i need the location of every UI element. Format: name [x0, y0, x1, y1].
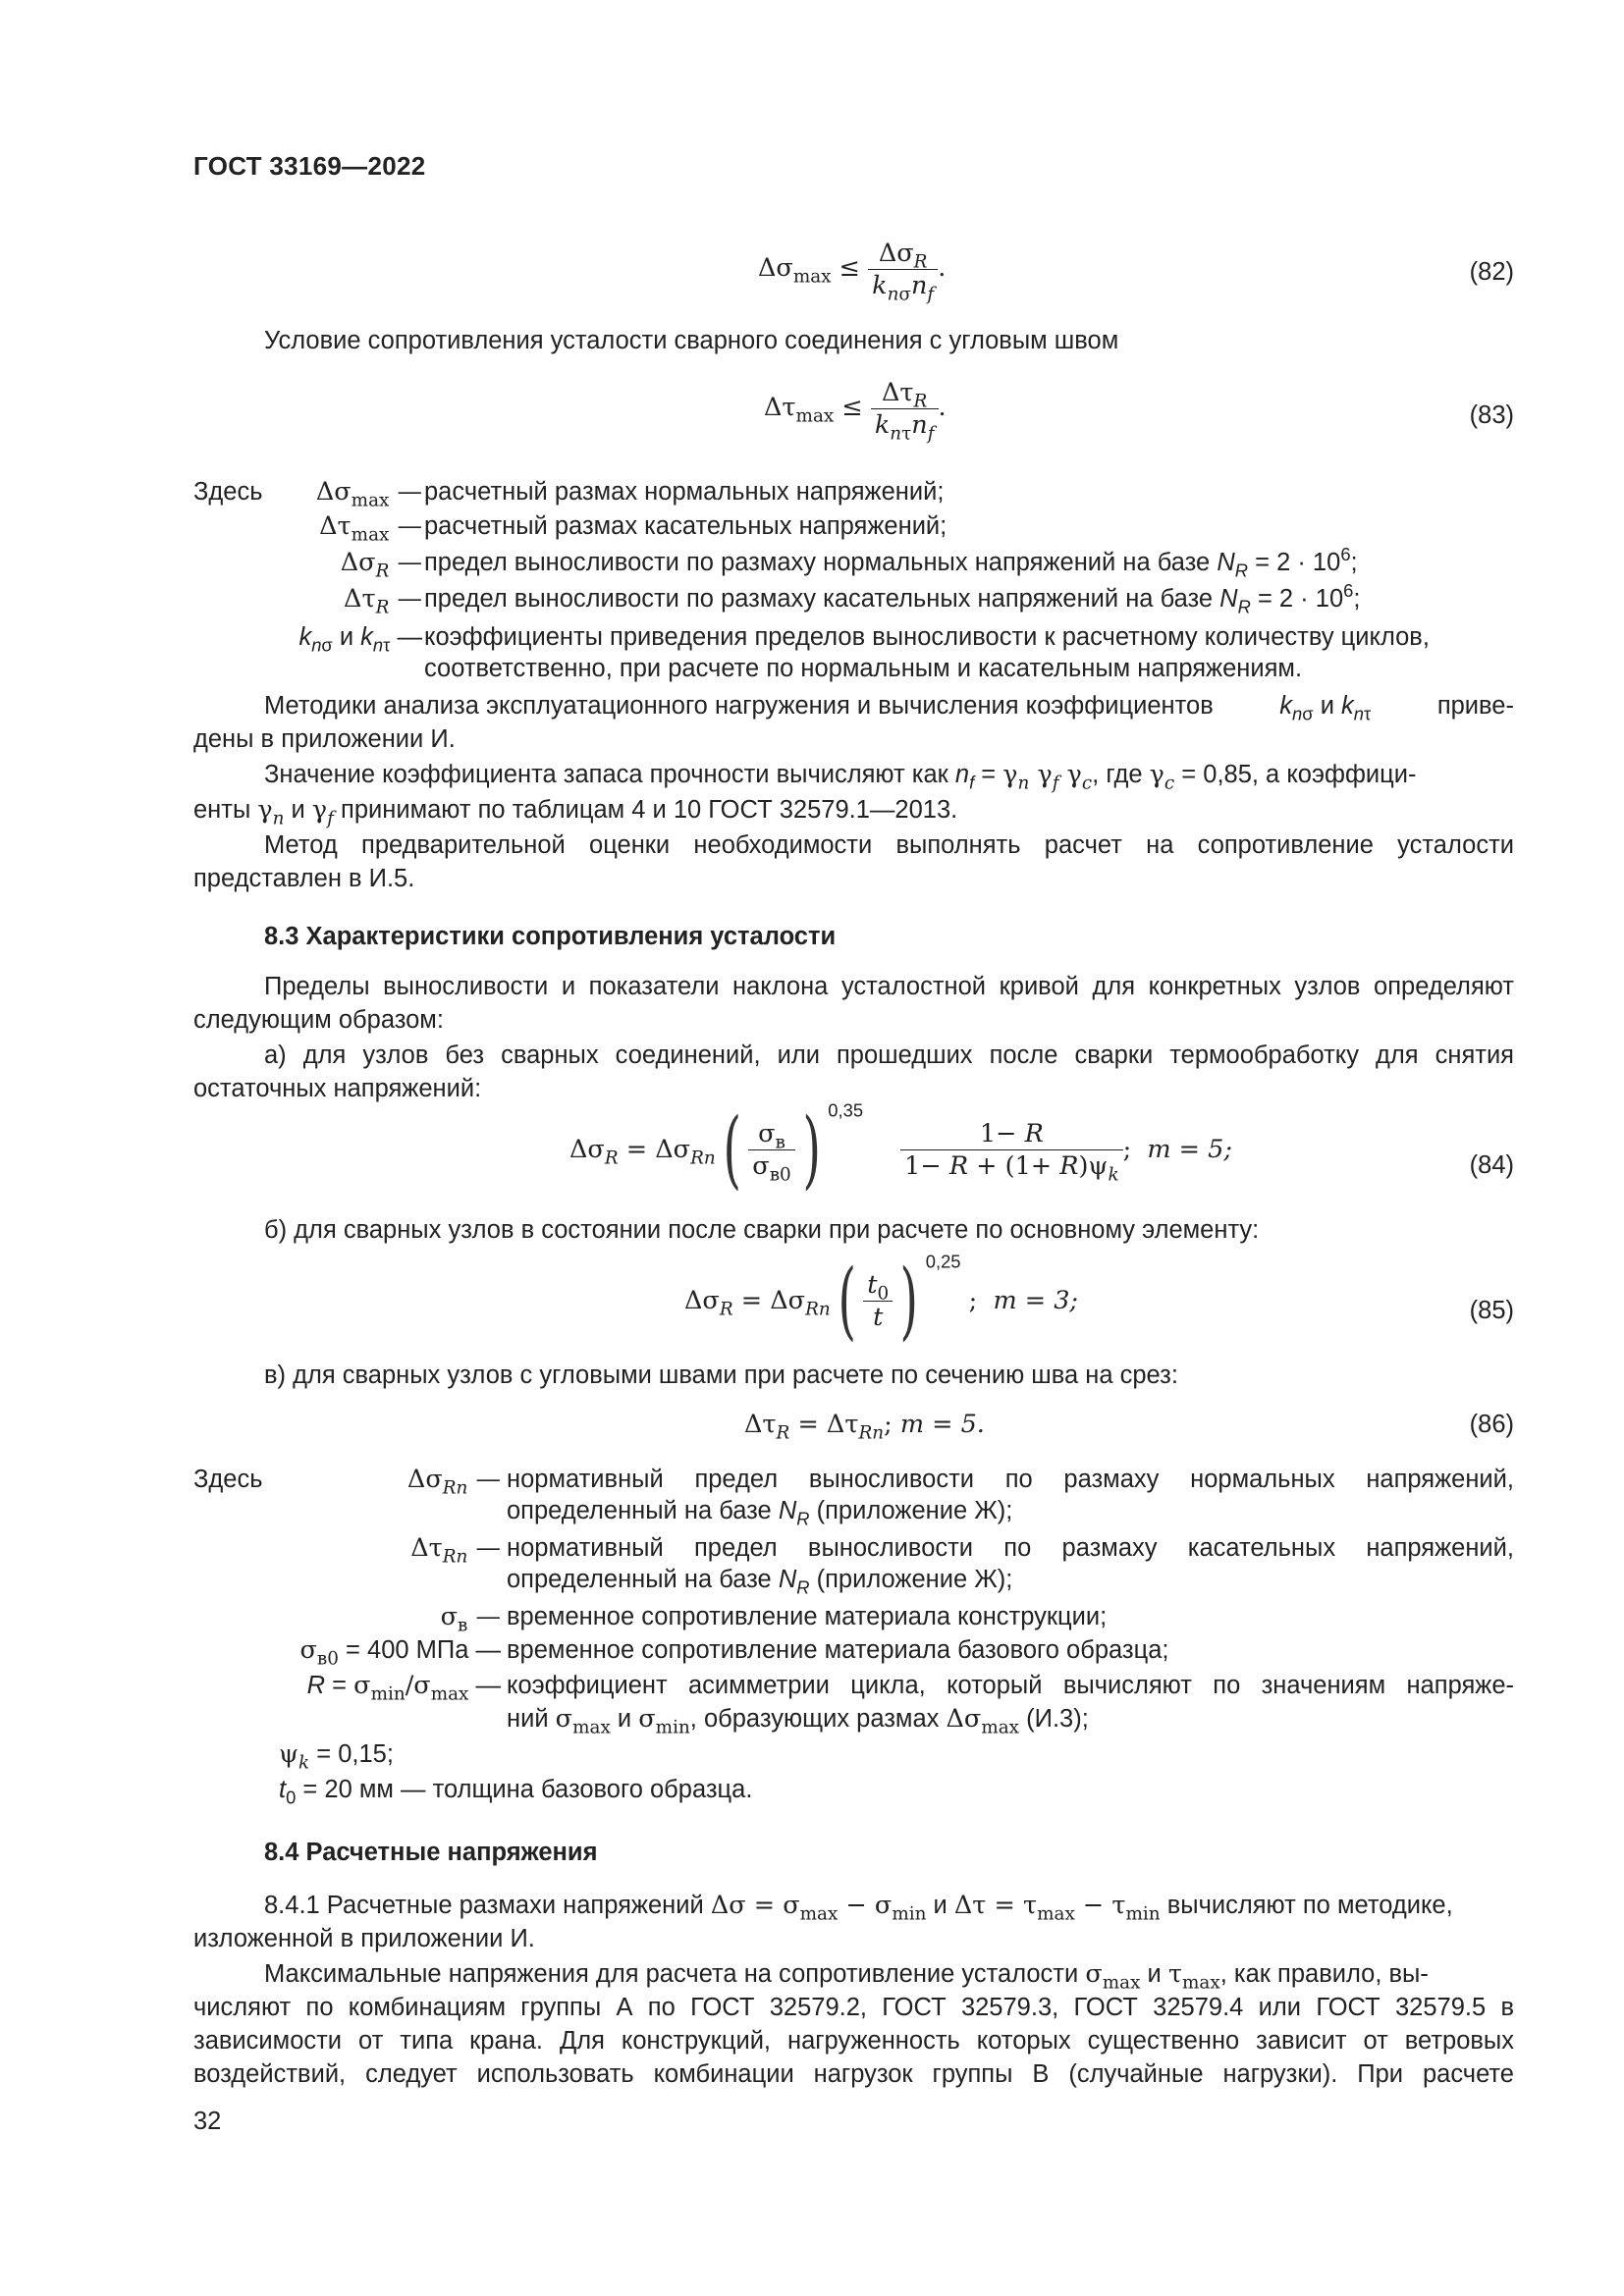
equation-number-84: (84)	[1469, 1151, 1514, 1179]
def-text-dsigma-r: предел выносливости по размаху нормальных напряжений на базе $N_R = 2 \cdot 10^6$;	[424, 543, 1358, 581]
document-header: ГОСТ 33169—2022	[193, 151, 426, 181]
paragraph-limits: Пределы выносливости и показатели наклона усталостной кривой для конкретных узлов определяют следующим образом:	[193, 973, 1514, 1034]
def-text-sigma-b: временное сопротивление материала конструкции;	[507, 1603, 1108, 1630]
paragraph-max-stress-line4: воздействий, следует использовать комбинации нагрузок группы В (случайные нагрузки). При расчете	[193, 2060, 1514, 2088]
paragraph-methods-line1: Методики анализа эксплуатационного нагружения и вычисления коэффициентов $k_{n\sigma}$ и $k_{n\tau}$ приве-	[264, 692, 1514, 724]
def-text-dsigma-rn-2: определенный на базе $N_R$ (приложение Ж);	[507, 1497, 1013, 1529]
paragraph-safety-line1: Значение коэффициента запаса прочности вычисляют как $n_f = \gamma_n$ $\gamma_f$ $\gamma_c$, где $\gamma_c = 0,85$, а коэффици-	[264, 760, 1417, 794]
def-term-dtau-max: $\Delta\tau_{max}$ —	[319, 511, 422, 546]
def-text-dtau-r: предел выносливости по размаху касательных напряжений на базе $N_R = 2 \cdot 10^6$;	[424, 579, 1361, 617]
def-text-dtau-max: расчетный размах касательных напряжений;	[424, 512, 947, 540]
def-text-k-coefficients-2: соответственно, при расчете по нормальным и касательным напряжениям.	[424, 655, 1303, 682]
equation-83: $\Delta\tau_{max}$ ≤ $\frac{\Delta\tau_R}{k_{n\tau}n_f}$ .	[764, 378, 947, 445]
def-term-sigma-b: $\sigma_в$ —	[440, 1602, 501, 1636]
equation-number-82: (82)	[1469, 258, 1514, 286]
def-t0: $t_0 = 20$ мм — толщина базового образца.	[279, 1776, 753, 1808]
def-text-dsigma-rn-1: нормативный предел выносливости по размаху нормальных напряжений,	[507, 1466, 1514, 1493]
section-8-4-title: 8.4 Расчетные напряжения	[264, 1839, 598, 1866]
equation-82: $\Delta\sigma_{max}$ ≤ $\frac{\Delta\sigma_R}{k_{n\sigma}n_f}$ .	[758, 239, 947, 305]
def-text-sigma-b0: временное сопротивление материала базового образца;	[507, 1636, 1169, 1664]
def-text-dsigma-max: расчетный размах нормальных напряжений;	[424, 478, 945, 506]
equation-84: $\Delta\sigma_R = \Delta\sigma_{Rn}$( $\frac{\sigma_в}{\sigma_{в0}}$ ) $^{0,35}$ $\frac{1- R}{1- R + (1+ R)\psi_k}$ ; m = 5;	[569, 1099, 1232, 1199]
def-term-dtau-rn: $\Delta\tau_{Rn}$ —	[410, 1533, 501, 1568]
paragraph-preliminary: Метод предварительной оценки необходимости выполнять расчет на сопротивление усталости представлен в И.5.	[193, 831, 1514, 892]
def-term-dtau-r: $\Delta\tau_R$ —	[344, 584, 422, 618]
page-number: 32	[193, 2108, 222, 2135]
paragraph-max-stress-line2: числяют по комбинациям группы А по ГОСТ 32579.2, ГОСТ 32579.3, ГОСТ 32579.4 или ГОСТ 32579.5 в	[193, 1994, 1514, 2021]
def-text-dtau-rn-1: нормативный предел выносливости по размаху касательных напряжений,	[507, 1534, 1514, 1562]
section-8-3-title: 8.3 Характеристики сопротивления усталости	[264, 923, 837, 950]
def-term-k-coefficients: $k_{n\sigma}$ и $k_{n\tau}$ —	[298, 623, 422, 656]
equation-85: $\Delta\sigma_R = \Delta\sigma_{Rn}$( $\frac{t_0}{t}$ ) $^{0,25}$ ; m = 3;	[684, 1251, 1079, 1350]
def-text-k-coefficients-1: коэффициенты приведения пределов выносливости к расчетному количеству циклов,	[424, 623, 1430, 651]
where-label-1: Здесь	[193, 478, 263, 506]
item-b: б) для сварных узлов в состоянии после сварки при расчете по основному элементу:	[264, 1216, 1260, 1244]
equation-number-86: (86)	[1469, 1411, 1514, 1438]
def-psi-k: $\psi_k = 0,15$;	[279, 1739, 394, 1774]
paragraph-max-stress-line3: зависимости от типа крана. Для конструкций, нагруженность которых существенно зависит от ветровых	[193, 2027, 1514, 2055]
paragraph-8-4-1-line1: 8.4.1 Расчетные размахи напряжений $\Delta\sigma = \sigma_{max} - \sigma_{min}$ и $\Delta\tau = \tau_{max} - \tau_{min}$ вычисляют по методике,	[264, 1891, 1453, 1925]
def-term-sigma-b0: $\sigma_{в0} = 400$ МПа —	[299, 1635, 501, 1670]
equation-85-exponent: 0,25	[925, 1251, 961, 1272]
def-term-r: $R = \sigma_{min}/\sigma_{max}$ —	[306, 1671, 501, 1705]
paragraph-safety-line2: енты $\gamma_n$ и $\gamma_f$ принимают по таблицам 4 и 10 ГОСТ 32579.1—2013.	[193, 795, 958, 829]
equation-number-83: (83)	[1469, 401, 1514, 429]
paragraph-8-4-1-line2: изложенной в приложении И.	[193, 1925, 535, 1952]
item-a: а) для узлов без сварных соединений, или прошедших после сварки термообработку для снятия остаточных напряжений:	[193, 1041, 1514, 1102]
paragraph-methods-line2: дены в приложении И.	[193, 725, 456, 753]
equation-86: $\Delta\tau_R = \Delta\tau_{Rn}$; m = 5.	[744, 1410, 985, 1444]
def-text-dtau-rn-2: определенный на базе $N_R$ (приложение Ж);	[507, 1566, 1013, 1598]
def-term-dsigma-r: $\Delta\sigma_R$ —	[340, 548, 422, 582]
equation-number-85: (85)	[1469, 1297, 1514, 1324]
where-label-2: Здесь	[193, 1466, 263, 1493]
paragraph-fillet-condition: Условие сопротивления усталости сварного соединения с угловым швом	[264, 327, 1119, 354]
def-text-r-1: коэффициент асимметрии цикла, который вычисляют по значениям напряже-	[507, 1672, 1514, 1699]
paragraph-max-stress-line1: Максимальные напряжения для расчета на сопротивление усталости $\sigma_{max}$ и $\tau_{max}$, как правило, вы-	[264, 1959, 1429, 1994]
equation-84-exponent: 0,35	[828, 1099, 864, 1121]
item-c: в) для сварных узлов с угловыми швами при расчете по сечению шва на срез:	[264, 1362, 1178, 1389]
def-term-dsigma-max: $\Delta\sigma_{max}$ —	[315, 477, 422, 511]
def-text-r-2: ний $\sigma_{max}$ и $\sigma_{min}$, образующих размах $\Delta\sigma_{max}$ (И.3);	[507, 1704, 1089, 1738]
def-term-dsigma-rn: $\Delta\sigma_{Rn}$ —	[406, 1465, 501, 1499]
